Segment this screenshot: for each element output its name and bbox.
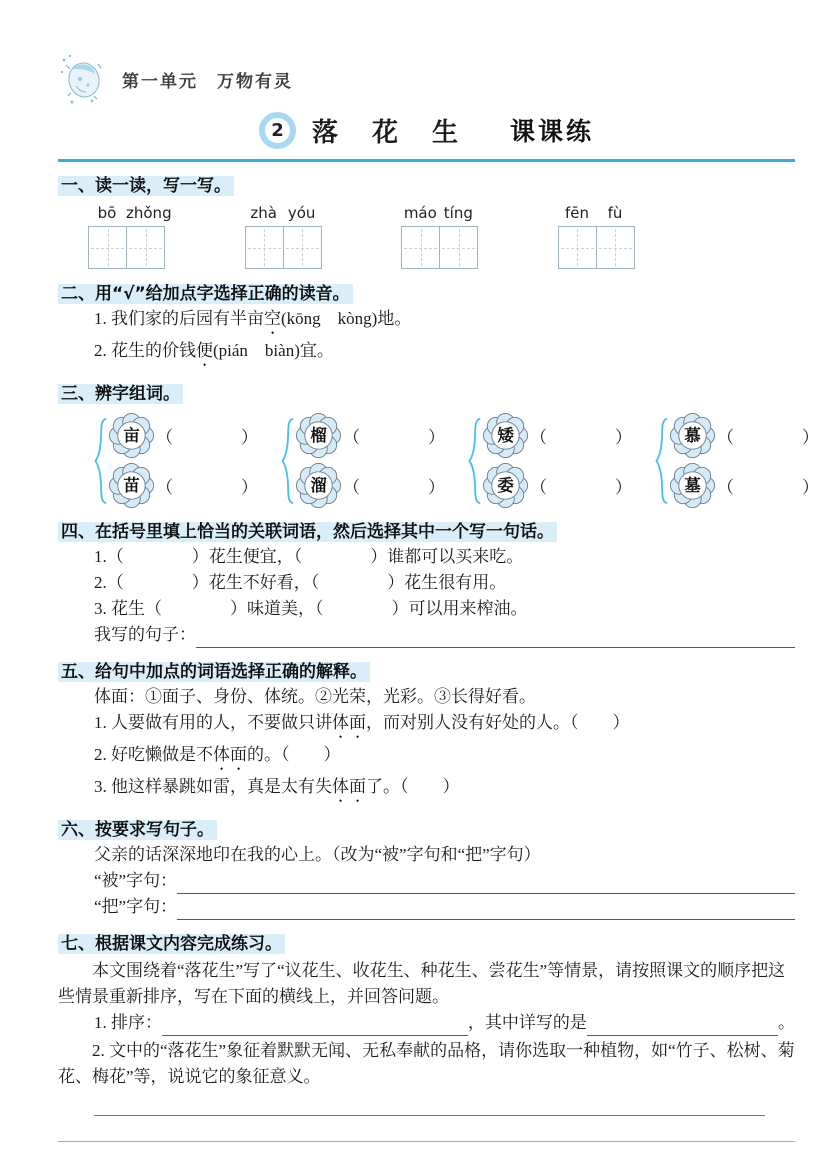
flower-character: 矮 [497,426,514,445]
section-5-heading [58,661,795,684]
answer-bracket[interactable]: （ ） [343,478,445,497]
answer-blank-line[interactable] [196,625,795,648]
answer-bracket[interactable]: （ ） [530,428,632,447]
character-pair-group [468,413,632,508]
flower-frame-icon [296,463,341,508]
pinyin-labels [558,204,635,226]
pair-row [109,413,258,458]
writing-cell[interactable] [439,227,477,268]
question-sentence: 1.（ ）花生便宜，（ ）谁都可以买来吃。 [94,547,524,566]
section-2 [58,283,795,370]
pair-row [483,463,632,508]
writing-grid[interactable] [88,226,165,269]
question-sentence [94,306,795,338]
answer-bracket[interactable]: （ ） [343,428,445,447]
brace-icon [94,417,107,505]
question-sentence: 3. 花生（ ）味道美，（ ）可以用来榨油。 [94,599,528,618]
section-3-heading-text: 三、辨字组词。 [58,384,183,404]
dotted-word: 体面 [213,745,247,764]
dotted-word: 体面 [332,713,366,732]
ba-sentence-row [94,894,795,920]
pinyin-labels [245,204,322,226]
writing-cell[interactable] [246,227,283,268]
flower-character: 委 [497,476,514,495]
title-divider-rule [58,159,795,162]
section-7 [58,933,795,1142]
ordering-label: 1. 排序： [94,1013,162,1032]
bei-sentence-label: “被”字句： [94,871,178,890]
writing-grid[interactable] [401,226,478,269]
pair-row [296,463,445,508]
pinyin-syllable: yóu [287,204,316,222]
flower-frame-icon [670,413,715,458]
pinyin-grid-area [88,204,635,269]
section-7-heading [58,933,795,956]
answer-blank-line[interactable] [177,871,795,894]
lesson-title-row [58,110,795,150]
section-2-heading-text: 二、用“√”给加点字选择正确的读音。 [58,284,353,304]
writing-cell[interactable] [559,227,596,268]
sentence-text: 3. 他这样暴跳如雷，真是太有失 [94,777,332,796]
section-4-heading-text: 四、在括号里填上恰当的关联词语，然后选择其中一个写一句话。 [58,522,557,542]
flower-character: 苗 [123,476,140,495]
flower-character: 墓 [684,476,701,495]
unit-label: 第一单元 万物有灵 [122,71,293,92]
sentence-text: 的。（ ） [247,745,341,764]
sentence-text: 2. 好吃懒做是不 [94,745,213,764]
section-2-heading [58,283,795,306]
pinyin-labels [401,204,478,226]
section-1 [58,175,795,269]
pair-row [670,463,819,508]
section-1-heading-text: 一、读一读，写一写。 [58,176,234,196]
definition-line: 体面：①面子、身份、体统。②光荣，光彩。③长得好看。 [94,687,536,706]
sentence-text: (pián biàn)宜。 [213,341,334,360]
sentence-text: ，而对别人没有好处的人。（ ） [366,713,630,732]
pinyin-group [401,204,478,269]
section-4 [58,521,795,648]
ba-sentence-label: “把”字句： [94,897,178,916]
bei-sentence-row [94,868,795,894]
flower-frame-icon [109,463,154,508]
writing-cell[interactable] [283,227,321,268]
section-7-heading-text: 七、根据课文内容完成练习。 [58,934,285,954]
question-sentence [94,742,795,774]
exercise-intro: 本文围绕着“落花生”写了“议花生、收花生、种花生、尝花生”等情景，请按照课文的顺序把这些情景重新排序，写在下面的横线上，并回答问题。 [58,961,786,1006]
answer-blank-line[interactable] [162,1013,468,1036]
pinyin-syllable: máo [403,204,437,222]
pinyin-syllable: bō [97,204,117,222]
pinyin-syllable: tíng [443,204,473,222]
answer-rule-line[interactable] [58,1141,795,1142]
flower-frame-icon [483,413,528,458]
section-6-heading [58,819,795,842]
flower-frame-icon [109,413,154,458]
section-1-heading [58,175,795,198]
pinyin-syllable: zhà [250,204,277,222]
dotted-character: 空 [264,309,281,328]
writing-cell[interactable] [402,227,439,268]
write-sentence-row [94,622,795,648]
pair-column [109,413,258,508]
unit-header [58,50,795,108]
writing-cell[interactable] [126,227,164,268]
lesson-title: 落 花 生 [311,117,462,147]
writing-cell[interactable] [89,227,126,268]
question-sentence [94,338,795,370]
sentence-text: 1. 人要做有用的人，不要做只讲 [94,713,332,732]
flower-character: 慕 [684,426,701,445]
answer-bracket[interactable]: （ ） [530,478,632,497]
flower-frame-icon [296,413,341,458]
flower-frame-icon [670,463,715,508]
section-3 [58,383,819,508]
pinyin-group [245,204,322,269]
pair-column [483,413,632,508]
unit-mascot-icon [58,52,106,106]
character-pair-group [281,413,445,508]
answer-bracket[interactable]: （ ） [156,478,258,497]
pair-row [483,413,632,458]
section-3-heading [58,383,795,406]
writing-grid[interactable] [558,226,635,269]
section-5 [58,661,795,806]
dotted-word: 体面 [332,777,366,796]
pinyin-group [558,204,635,269]
character-pair-group [655,413,819,508]
character-pairs-row [94,413,819,508]
dotted-character: 便 [196,341,213,360]
pair-column [670,413,819,508]
pinyin-syllable: fēn [564,204,589,222]
brace-icon [655,417,668,505]
pair-row [296,413,445,458]
pair-row [670,413,819,458]
pair-column [296,413,445,508]
detail-written-label: ，其中详写的是 [467,1013,587,1032]
pinyin-group [88,204,172,269]
sentence-text: 了。（ ） [366,777,460,796]
section-5-heading-text: 五、给句中加点的词语选择正确的解释。 [58,662,370,682]
flower-character: 溜 [310,476,327,495]
lesson-number: 2 [271,119,284,141]
question-sentence: 2.（ ）花生不好看，（ ）花生很有用。 [94,573,507,592]
answer-bracket[interactable]: （ ） [717,428,819,447]
brace-icon [468,417,481,505]
book-series-label: 课课练 [510,117,595,146]
section-6 [58,819,795,920]
ordering-question-row [94,1010,795,1036]
character-pair-group [94,413,258,508]
section-4-heading [58,521,795,544]
writing-cell[interactable] [596,227,634,268]
question-sentence [94,710,795,742]
sentence-text: 2. 花生的价钱 [94,341,196,360]
pair-row [109,463,258,508]
brace-icon [281,417,294,505]
sentence-text: (kōng kòng)地。 [281,309,412,328]
pinyin-syllable: fù [607,204,623,222]
answer-rule-line[interactable] [94,1115,765,1116]
symbolism-question: 2. 文中的“落花生”象征着默默无闻、无私奉献的品格，请你选取一种植物，如“竹子、松树、菊花、梅花”等，说说它的象征意义。 [58,1041,795,1086]
answer-bracket[interactable]: （ ） [717,478,819,497]
pinyin-labels [88,204,172,226]
flower-character: 榴 [310,426,327,445]
writing-grid[interactable] [245,226,322,269]
answer-blank-line[interactable] [587,1013,778,1036]
rewrite-prompt: 父亲的话深深地印在我的心上。（改为“被”字句和“把”字句） [94,845,541,864]
question-sentence [94,774,795,806]
answer-blank-line[interactable] [177,897,795,920]
flower-frame-icon [483,463,528,508]
sentence-text: 1. 我们家的后园有半亩 [94,309,264,328]
lesson-number-badge [259,112,296,149]
write-sentence-label: 我写的句子： [94,625,196,644]
flower-character: 亩 [123,426,140,445]
answer-bracket[interactable]: （ ） [156,428,258,447]
section-6-heading-text: 六、按要求写句子。 [58,820,217,840]
sentence-period: 。 [778,1013,795,1032]
pinyin-syllable: zhǒng [126,204,172,222]
